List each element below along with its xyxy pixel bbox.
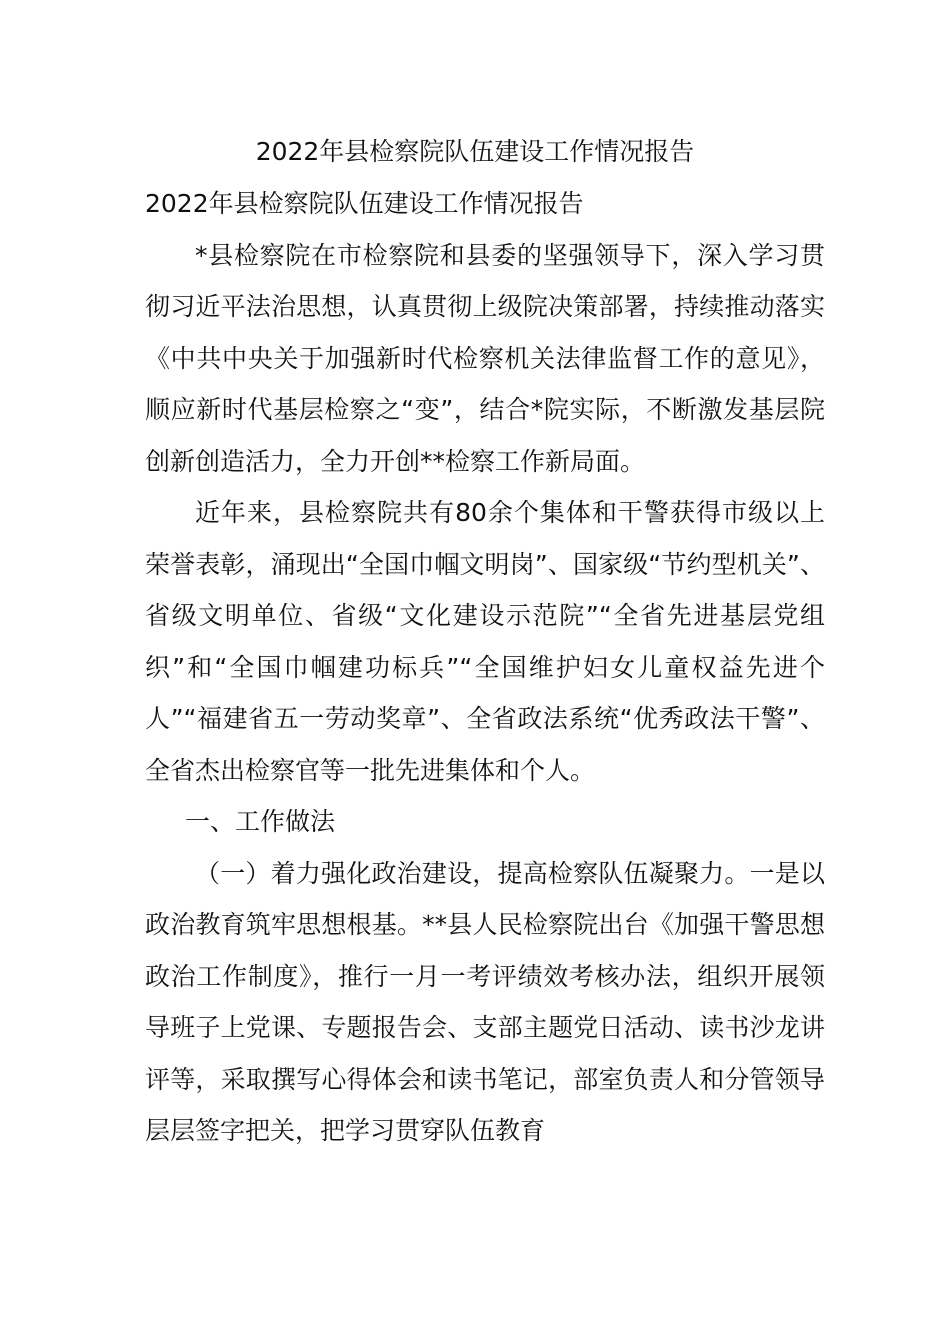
section-heading: 一、工作做法 xyxy=(185,807,336,836)
document-title: 2022年县检察院队伍建设工作情况报告 xyxy=(255,137,695,166)
paragraph-intro: *县检察院在市检察院和县委的坚强领导下，深入学习贯彻习近平法治思想，认真贯彻上级院决策部署，持续推动落实《中共中央关于加强新时代检察机关法律监督工作的意见》，顺应新时代基层检察之“变”，结合*院实际，不断激发基层院创新创造活力，全力开创**检察工作新局面。 xyxy=(145,240,825,476)
document-body xyxy=(145,178,825,1157)
paragraph-political-building: （一）着力强化政治建设，提高检察队伍凝聚力。一是以政治教育筑牢思想根基。**县人民检察院出台《加强干警思想政治工作制度》，推行一月一考评绩效考核办法，组织开展领导班子上党课、专题报告会、支部主题党日活动、读书沙龙讲评等，采取撰写心得体会和读书笔记，部室负责人和分管领导层层签字把关，把学习贯穿队伍教育 xyxy=(145,858,825,1145)
document-subtitle: 2022年县检察院队伍建设工作情况报告 xyxy=(145,189,584,218)
paragraph-honors: 近年来，县检察院共有80余个集体和干警获得市级以上荣誉表彰，涌现出“全国巾帼文明岗”、国家级“节约型机关”、省级文明单位、省级“文化建设示范院”“全省先进基层党组织”和“全国巾帼建功标兵”“全国维护妇女儿童权益先进个人”“福建省五一劳动奖章”、全省政法系统“优秀政法干警”、全省杰出检察官等一批先进集体和个人。 xyxy=(145,498,825,785)
